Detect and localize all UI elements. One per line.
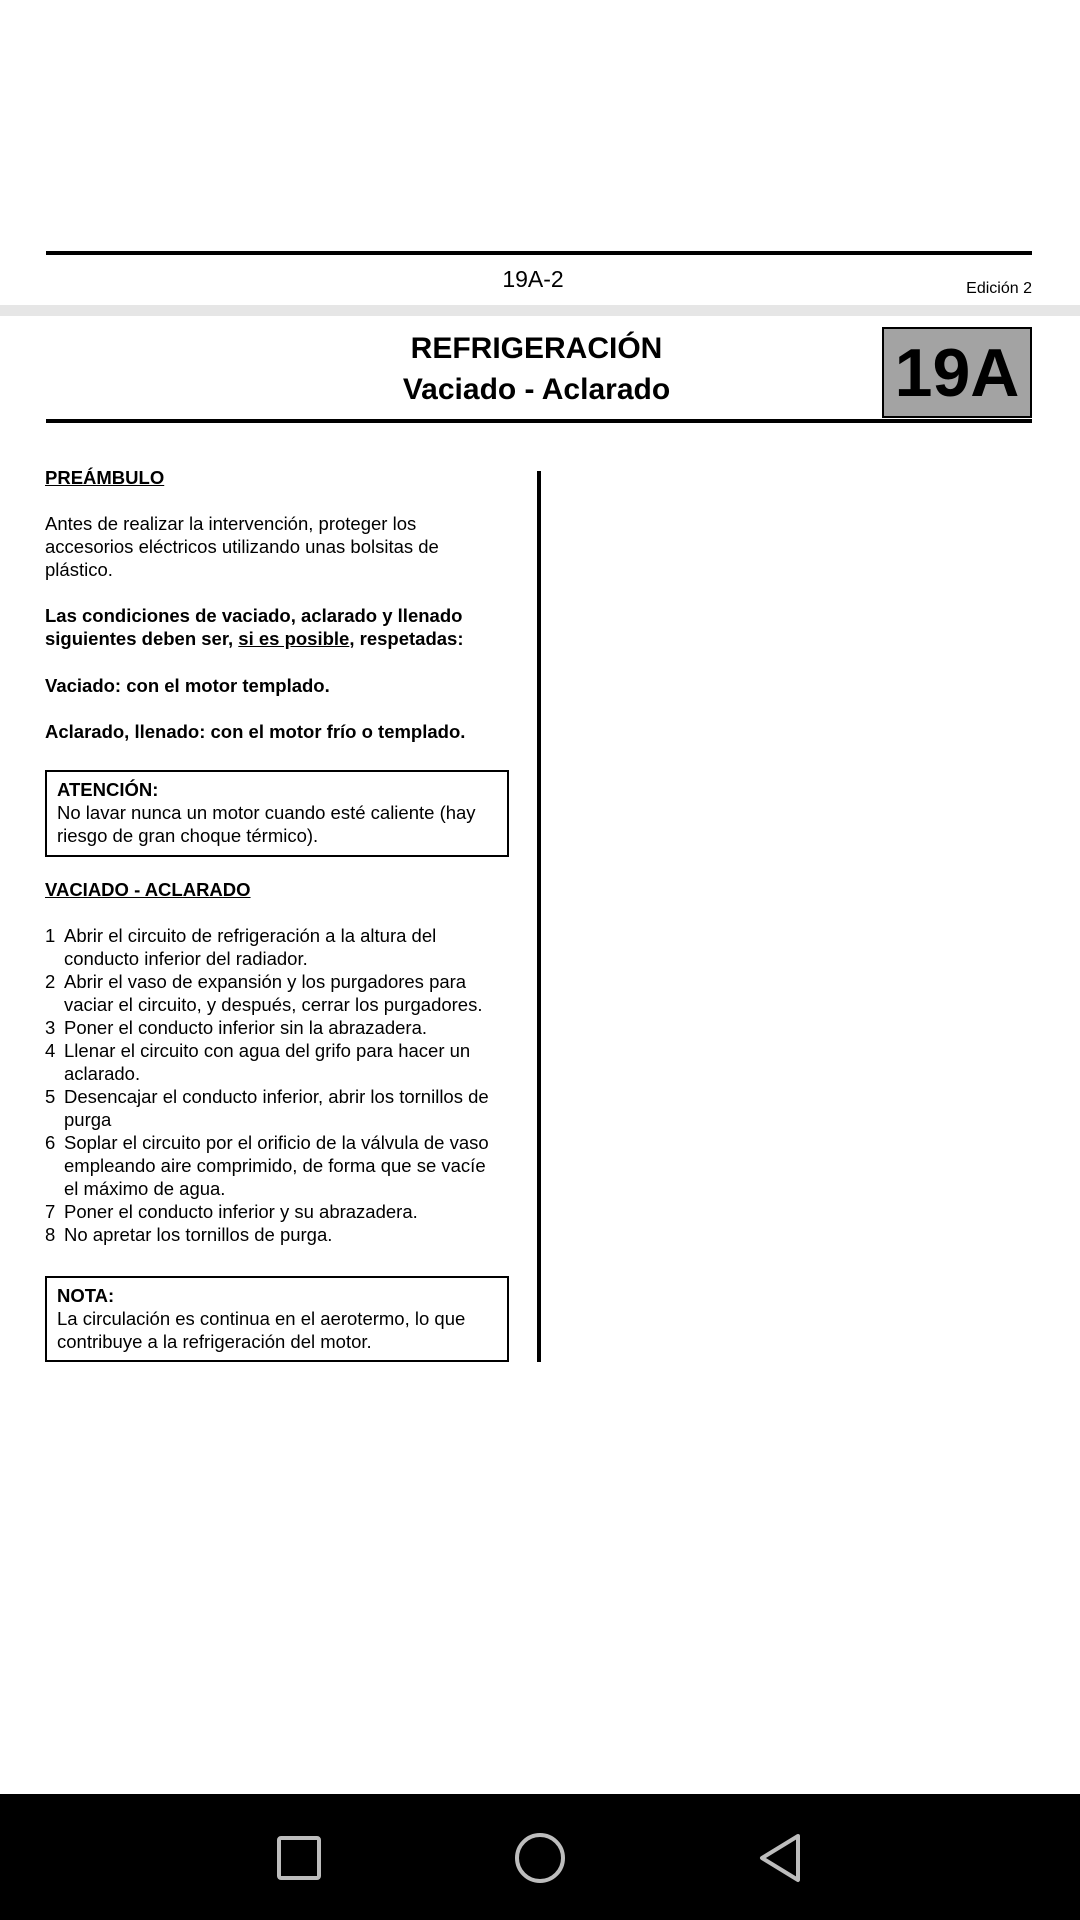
recents-button[interactable] — [259, 1818, 339, 1898]
attention-line: riesgo de gran choque térmico). — [57, 825, 319, 846]
step-text — [64, 1085, 515, 1131]
step-text-line: Abrir el vaso de expansión y los purgadores para — [64, 971, 467, 992]
note-line: contribuye a la refrigeración del motor. — [57, 1331, 372, 1352]
step-text — [64, 970, 515, 1016]
step-text-line: Abrir el circuito de refrigeración a la altura del — [64, 925, 437, 946]
preamble-intro — [45, 512, 515, 581]
step-text — [64, 1223, 515, 1246]
step-number: 5 — [45, 1086, 56, 1107]
conditions-underlined: si es posible — [238, 628, 350, 649]
step-text-line: No apretar los tornillos de purga. — [64, 1224, 333, 1245]
step-text-line: Llenar el circuito con agua del grifo para hacer un — [64, 1040, 471, 1061]
page-subtitle: Vaciado - Aclarado — [402, 373, 671, 406]
step-text-line: vaciar el circuito, y después, cerrar los purgadores. — [64, 994, 483, 1015]
step-text-line: purga — [64, 1109, 112, 1130]
navigation-bar — [0, 1794, 1080, 1920]
attention-box — [45, 770, 509, 857]
section-code-badge: 19A — [882, 327, 1032, 418]
step-text — [64, 1131, 515, 1200]
procedure-step — [45, 1131, 515, 1200]
step-text-line: empleando aire comprimido, de forma que se vacíe — [64, 1155, 486, 1176]
preamble-heading: PREÁMBULO — [45, 467, 165, 488]
step-text-line: conducto inferior del radiador. — [64, 948, 308, 969]
home-button[interactable] — [500, 1818, 580, 1898]
procedure-heading: VACIADO - ACLARADO — [45, 879, 251, 900]
step-text-line: Soplar el circuito por el orificio de la válvula de vaso — [64, 1132, 489, 1153]
back-button[interactable] — [740, 1818, 820, 1898]
attention-title: ATENCIÓN: — [57, 779, 159, 800]
conditions-text: , respetadas: — [349, 628, 464, 649]
header-rule — [46, 419, 1032, 423]
note-title: NOTA: — [57, 1285, 115, 1306]
step-text-line: Poner el conducto inferior y su abrazadera. — [64, 1201, 418, 1222]
page-top-rule — [46, 251, 1032, 255]
page-number: 19A-2 — [502, 266, 564, 292]
square-icon — [275, 1834, 323, 1882]
step-text-line: Desencajar el conducto inferior, abrir los tornillos de — [64, 1086, 489, 1107]
step-text — [64, 1200, 515, 1223]
procedure-step — [45, 1085, 515, 1131]
page-separator — [0, 305, 1080, 316]
triangle-back-icon — [754, 1831, 806, 1885]
step-number: 4 — [45, 1040, 56, 1061]
step-text-line: aclarado. — [64, 1063, 141, 1084]
conditions-text: siguientes deben ser, — [45, 628, 239, 649]
step-text-line: el máximo de agua. — [64, 1178, 226, 1199]
edition-label: Edición 2 — [966, 280, 1032, 297]
step-text-line: Poner el conducto inferior sin la abrazadera. — [64, 1017, 428, 1038]
step-text — [64, 1016, 515, 1039]
conditions-line: Las condiciones de vaciado, aclarado y llenado — [45, 605, 463, 626]
note-box — [45, 1276, 509, 1362]
preamble-conditions — [45, 604, 515, 650]
step-text — [64, 924, 515, 970]
preamble-intro-line: Antes de realizar la intervención, proteger los — [45, 513, 417, 534]
step-number: 1 — [45, 925, 56, 946]
procedure-step — [45, 1039, 515, 1085]
note-line: La circulación es continua en el aerotermo, lo que — [57, 1308, 466, 1329]
step-text — [64, 1039, 515, 1085]
step-number: 6 — [45, 1132, 56, 1153]
attention-line: No lavar nunca un motor cuando esté caliente (hay — [57, 802, 476, 823]
procedure-step — [45, 1223, 515, 1246]
column-divider — [537, 471, 541, 1362]
procedure-step — [45, 1016, 515, 1039]
step-number: 3 — [45, 1017, 56, 1038]
draining-condition: Vaciado: con el motor templado. — [45, 675, 330, 696]
step-number: 7 — [45, 1201, 56, 1222]
rinsing-condition: Aclarado, llenado: con el motor frío o templado. — [45, 721, 466, 742]
step-number: 8 — [45, 1224, 56, 1245]
page-title: REFRIGERACIÓN — [410, 332, 663, 365]
preamble-intro-line: plástico. — [45, 559, 113, 580]
conditions-line — [45, 627, 515, 650]
circle-icon — [513, 1831, 567, 1885]
step-number: 2 — [45, 971, 56, 992]
procedure-step — [45, 970, 515, 1016]
procedure-step — [45, 1200, 515, 1223]
preamble-intro-line: accesorios eléctricos utilizando unas bolsitas de — [45, 536, 439, 557]
procedure-step — [45, 924, 515, 970]
procedure-steps — [45, 924, 515, 1246]
